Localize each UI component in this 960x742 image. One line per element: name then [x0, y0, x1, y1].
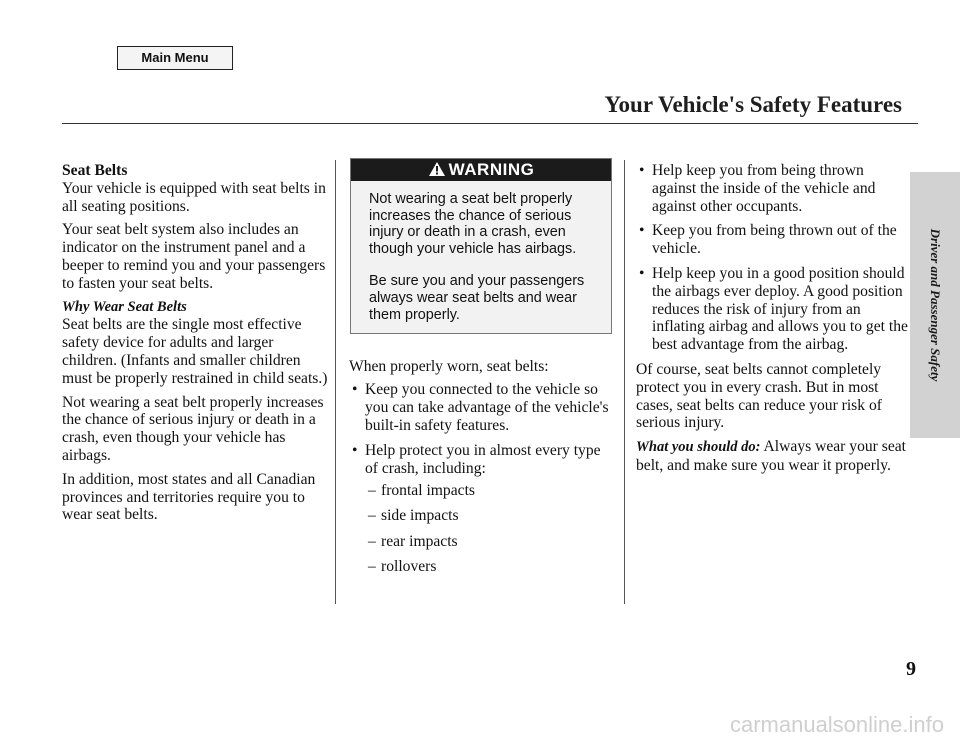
list-item: – rollovers	[368, 557, 437, 575]
list-item: – rear impacts	[368, 532, 458, 550]
warning-header	[351, 159, 611, 181]
list-item: • Help protect you in almost every type of crash, including: – frontal impacts – side impacts – rear impacts – rollovers	[349, 442, 613, 575]
paragraph: Your seat belt system also includes an indicator on the instrument panel and a beeper to remind you and your passengers to fasten your seat belts.	[62, 221, 326, 292]
list-item: – side impacts	[368, 507, 459, 525]
section-side-label: Driver and Passenger Safety	[928, 228, 943, 382]
crash-type-list	[365, 482, 613, 576]
warning-body	[351, 181, 611, 333]
watermark-text: carmanualsonline.info	[729, 712, 944, 737]
bullet-dot: •	[352, 380, 358, 398]
warning-label: WARNING	[448, 160, 535, 179]
paragraph: Of course, seat belts cannot completely protect you in every crash. But in most cases, seat belts can reduce your risk of serious injury.	[636, 360, 882, 432]
page-title: Your Vehicle's Safety Features	[604, 92, 902, 117]
benefit-list-continued	[636, 162, 908, 354]
paragraph: Seat belts are the single most effective safety device for adults and larger children. (Infants and smaller children must be properly restrained in child seats.)	[62, 316, 328, 387]
main-menu-button[interactable]: Main Menu	[117, 46, 233, 70]
list-item: • Keep you connected to the vehicle so you can take advantage of the vehicle's built-in safety features.	[352, 380, 609, 434]
section-heading-seat-belts: Seat Belts	[62, 162, 128, 179]
header-rule	[62, 123, 918, 124]
warning-triangle-icon	[428, 161, 446, 177]
paragraph	[636, 438, 908, 475]
column-middle	[349, 158, 613, 584]
bullet-dot: •	[639, 162, 645, 179]
bullet-dot: •	[639, 264, 645, 282]
list-item: – frontal impacts	[368, 481, 475, 499]
column-divider-2	[624, 160, 625, 604]
column-left	[62, 162, 330, 530]
warning-box	[350, 158, 612, 334]
column-divider-1	[335, 160, 336, 604]
list-item: • Help keep you from being thrown against the inside of the vehicle and against other occupants.	[639, 162, 876, 215]
run-in-text: Always wear your seat belt, and make sure you wear it properly.	[636, 438, 906, 474]
list-item: • Keep you from being thrown out of the vehicle.	[639, 222, 897, 258]
column-right	[636, 162, 908, 481]
paragraph: Not wearing a seat belt properly increases the chance of serious injury or death in a crash, even though your vehicle has airbags.	[62, 393, 324, 464]
paragraph: When properly worn, seat belts:	[349, 358, 549, 376]
subheading-why-wear: Why Wear Seat Belts	[62, 298, 187, 315]
bullet-dot: •	[352, 442, 358, 460]
warning-text: Be sure you and your passengers always wear seat belts and wear them properly.	[369, 273, 585, 323]
warning-text: Not wearing a seat belt properly increases the chance of serious injury or death in a crash, even though your vehicle has airbags.	[369, 191, 577, 257]
list-item: • Help keep you in a good position should the airbags ever deploy. A good position reduces the risk of injury from an inflating airbag and allows you to get the best advantage from the airbag.	[639, 264, 908, 354]
paragraph: In addition, most states and all Canadian provinces and territories require you to wear seat belts.	[62, 470, 316, 524]
bullet-dot: •	[639, 222, 645, 240]
benefit-list	[349, 381, 613, 576]
page-number: 9	[906, 658, 916, 680]
run-in-heading: What you should do:	[636, 439, 761, 456]
paragraph: Your vehicle is equipped with seat belts in all seating positions.	[62, 179, 326, 215]
